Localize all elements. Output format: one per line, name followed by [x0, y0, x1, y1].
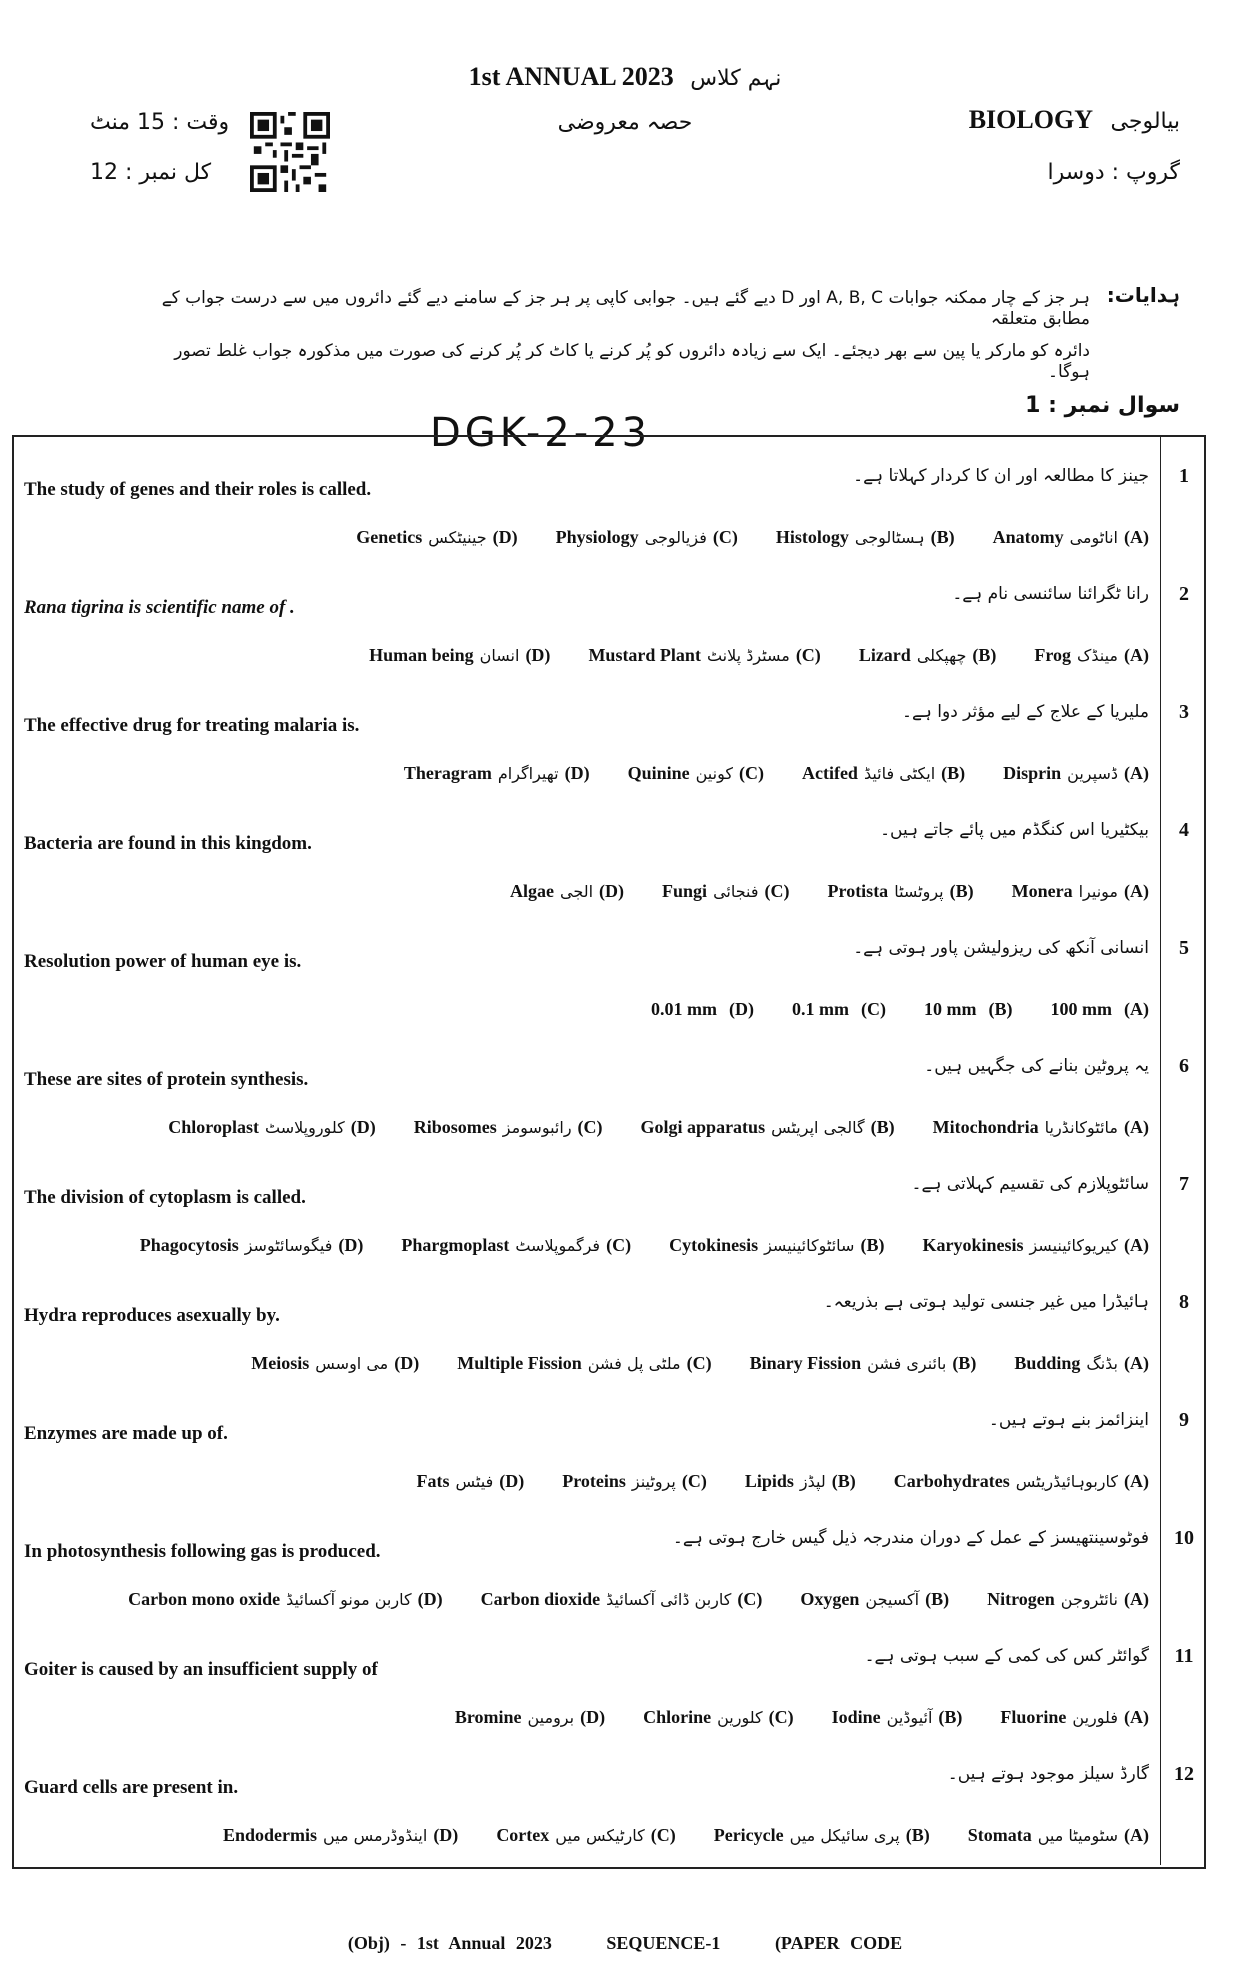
option-english: Binary Fission — [749, 1353, 862, 1373]
option-english: Phagocytosis — [139, 1235, 239, 1255]
question-number: 9 — [1179, 1409, 1189, 1431]
question-text-urdu: رانا ٹگرائنا سائنسی نام ہے۔ — [952, 584, 1149, 604]
question-text-urdu: ملیریا کے علاج کے لیے مؤثر دوا ہے۔ — [901, 702, 1149, 722]
option-key: (B) — [972, 645, 997, 665]
option-urdu: رائبوسومز — [502, 1118, 572, 1137]
option-english: Meiosis — [251, 1353, 310, 1373]
option-urdu: فزیالوجی — [644, 528, 707, 547]
option-english: Karyokinesis — [922, 1235, 1024, 1255]
option-key: (A) — [1124, 1707, 1149, 1727]
handwritten-code: DGK-2-23 — [430, 410, 652, 456]
option-key: (C) — [606, 1235, 632, 1255]
footer — [0, 1933, 1250, 1954]
option-key: (C) — [768, 1707, 794, 1727]
question-text-english: The division of cytoplasm is called. — [24, 1187, 306, 1208]
option-b — [828, 881, 974, 902]
option-c — [481, 1589, 763, 1610]
class-urdu: نہم کلاس — [690, 66, 782, 91]
option-english: Chlorine — [643, 1707, 712, 1727]
option-c — [457, 1353, 711, 1374]
options-row — [613, 999, 1149, 1020]
option-english: 100 mm — [1050, 999, 1112, 1019]
option-key: (B) — [949, 881, 974, 901]
option-english: Fungi — [662, 881, 708, 901]
option-key: (B) — [925, 1589, 950, 1609]
option-english: Protista — [827, 881, 889, 901]
option-urdu: فرگموپلاسٹ — [515, 1236, 601, 1255]
option-d — [251, 1353, 419, 1374]
option-key: (D) — [525, 645, 551, 665]
option-urdu: سائٹوکائینیسز — [764, 1236, 855, 1255]
option-c — [496, 1825, 675, 1846]
question-text-english: Goiter is caused by an insufficient supply of — [24, 1659, 378, 1680]
option-english: Pericycle — [713, 1825, 784, 1845]
question-number: 11 — [1174, 1645, 1194, 1667]
option-english: Phargmoplast — [401, 1235, 510, 1255]
option-urdu: پروٹینز — [631, 1472, 676, 1491]
option-c — [414, 1117, 603, 1138]
option-b — [669, 1235, 884, 1256]
option-a — [1034, 645, 1149, 666]
question-text-urdu: فوٹوسینتھیسز کے عمل کے دوران مندرجہ ذیل گیس خارج ہوتی ہے۔ — [672, 1528, 1149, 1548]
question-number-label: سوال نمبر : 1 — [1025, 393, 1180, 418]
option-key: (D) — [580, 1707, 606, 1727]
option-key: (B) — [938, 1707, 963, 1727]
option-english: Oxygen — [800, 1589, 860, 1609]
option-english: Nitrogen — [987, 1589, 1055, 1609]
footer-sequence: SEQUENCE-1 — [606, 1933, 721, 1953]
option-english: Lizard — [858, 645, 911, 665]
question-text-english: The effective drug for treating malaria is. — [24, 715, 360, 736]
option-key: (B) — [930, 527, 955, 547]
option-english: Budding — [1014, 1353, 1081, 1373]
option-english: Anatomy — [992, 527, 1064, 547]
option-key: (A) — [1124, 527, 1149, 547]
options-row — [417, 1707, 1149, 1728]
subject-urdu: بیالوجی — [1110, 109, 1180, 134]
option-a — [987, 1589, 1149, 1610]
option-a — [1012, 881, 1149, 902]
option-urdu: کلورین — [717, 1708, 763, 1727]
option-key: (B) — [952, 1353, 977, 1373]
option-english: Monera — [1011, 881, 1073, 901]
option-key: (A) — [1124, 645, 1149, 665]
option-urdu: ملٹی پل فشن — [587, 1354, 681, 1373]
option-d — [417, 1471, 525, 1492]
option-urdu: جینیٹکس — [428, 528, 487, 547]
question-number: 6 — [1179, 1055, 1189, 1077]
option-english: Frog — [1034, 645, 1072, 665]
option-key: (A) — [1124, 1235, 1149, 1255]
option-english: 0.1 mm — [792, 999, 849, 1019]
question-text-urdu: سائٹوپلازم کی تقسیم کہلاتی ہے۔ — [911, 1174, 1149, 1194]
question-text-english: Rana tigrina is scientific name of . — [24, 597, 295, 618]
option-urdu: کارٹیکس میں — [555, 1826, 645, 1845]
question-number: 8 — [1179, 1291, 1189, 1313]
question-number-column-divider — [1160, 435, 1161, 1865]
option-key: (B) — [988, 999, 1013, 1019]
option-urdu: کاربن ڈائی آکسائیڈ — [606, 1590, 732, 1609]
qr-code-icon — [250, 112, 330, 192]
option-key: (C) — [712, 527, 738, 547]
option-c — [628, 763, 764, 784]
option-key: (C) — [737, 1589, 763, 1609]
option-english: Carbon mono oxide — [128, 1589, 281, 1609]
option-key: (C) — [577, 1117, 603, 1137]
option-a — [894, 1471, 1149, 1492]
question-text-urdu: جینز کا مطالعہ اور ان کا کردار کہلاتا ہے۔ — [853, 466, 1149, 486]
question-text-urdu: بیکٹیریا اس کنگڈم میں پائے جاتے ہیں۔ — [880, 820, 1149, 840]
option-english: Algae — [510, 881, 555, 901]
option-urdu: بائنری فشن — [867, 1354, 947, 1373]
option-a — [1051, 999, 1150, 1020]
option-key: (D) — [492, 527, 518, 547]
option-a — [968, 1825, 1149, 1846]
option-key: (B) — [905, 1825, 930, 1845]
option-key: (D) — [564, 763, 590, 783]
option-key: (C) — [795, 645, 821, 665]
question-text-urdu: گوائٹر کس کی کمی کے سبب ہوتی ہے۔ — [864, 1646, 1149, 1666]
option-key: (D) — [350, 1117, 376, 1137]
option-key: (C) — [686, 1353, 712, 1373]
option-a — [922, 1235, 1149, 1256]
exam-title — [0, 62, 1250, 92]
question-text-urdu: انسانی آنکھ کی ریزولیشن پاور ہوتی ہے۔ — [853, 938, 1149, 958]
option-key: (C) — [764, 881, 790, 901]
options-row — [472, 881, 1149, 902]
option-key: (D) — [499, 1471, 525, 1491]
question-text-english: The study of genes and their roles is called. — [24, 479, 372, 500]
subject-heading — [969, 105, 1180, 135]
option-c — [401, 1235, 631, 1256]
option-key: (C) — [861, 999, 886, 1019]
option-urdu: فنجائی — [713, 882, 759, 901]
option-key: (A) — [1124, 1589, 1149, 1609]
option-b — [924, 999, 1013, 1020]
option-key: (B) — [860, 1235, 885, 1255]
option-key: (D) — [417, 1589, 443, 1609]
option-urdu: کاربن مونو آکسائیڈ — [286, 1590, 412, 1609]
option-english: Iodine — [831, 1707, 881, 1727]
option-d — [128, 1589, 442, 1610]
option-a — [933, 1117, 1149, 1138]
option-urdu: سٹومیٹا میں — [1037, 1826, 1118, 1845]
option-english: Lipids — [744, 1471, 794, 1491]
option-english: Carbon dioxide — [480, 1589, 601, 1609]
option-english: Endodermis — [222, 1825, 317, 1845]
option-urdu: مونیرا — [1078, 882, 1118, 901]
instructions-label: ہدایات: — [1106, 283, 1180, 307]
question-text-english: Hydra reproduces asexually by. — [24, 1305, 280, 1326]
instructions-line-1: ہر جز کے چار ممکنہ جوابات A, B, C اور D دیے گئے ہیں۔ جوابی کاپی پر ہر جز کے سامنے دیے گئے دائروں میں سے درست جواب کے مطابق متعلقہ — [161, 288, 1090, 329]
option-b — [832, 1707, 963, 1728]
section-urdu: حصہ معروضی — [557, 110, 693, 135]
option-urdu: ہسٹالوجی — [854, 528, 925, 547]
option-b — [641, 1117, 895, 1138]
option-d — [510, 881, 624, 902]
question-number: 4 — [1179, 819, 1189, 841]
option-d — [140, 1235, 364, 1256]
options-row — [130, 1117, 1149, 1138]
option-english: Fluorine — [1000, 1707, 1067, 1727]
options-row — [102, 1235, 1149, 1256]
option-key: (A) — [1124, 999, 1149, 1019]
option-urdu: ڈسپرین — [1067, 764, 1118, 783]
option-b — [800, 1589, 949, 1610]
question-text-english: Resolution power of human eye is. — [24, 951, 302, 972]
options-row — [366, 763, 1149, 784]
option-urdu: ایکٹی فائیڈ — [863, 764, 936, 783]
option-c — [556, 527, 738, 548]
option-english: Chloroplast — [168, 1117, 259, 1137]
option-english: Bromine — [454, 1707, 522, 1727]
option-urdu: فلورین — [1072, 1708, 1118, 1727]
options-row — [185, 1825, 1149, 1846]
option-urdu: اینڈوڈرمس میں — [322, 1826, 428, 1845]
footer-paper-code: (PAPER CODE — [774, 1933, 903, 1953]
option-urdu: بڈنگ — [1086, 1354, 1118, 1373]
option-english: Fats — [416, 1471, 450, 1491]
options-row — [90, 1589, 1149, 1610]
question-text-english: Bacteria are found in this kingdom. — [24, 833, 312, 854]
question-text-urdu: گارڈ سیلز موجود ہوتے ہیں۔ — [947, 1764, 1149, 1784]
option-urdu: انسان — [479, 646, 520, 665]
options-row — [379, 1471, 1149, 1492]
option-english: Genetics — [356, 527, 423, 547]
option-english: Cytokinesis — [669, 1235, 759, 1255]
option-key: (A) — [1124, 1471, 1149, 1491]
option-english: 10 mm — [924, 999, 977, 1019]
option-urdu: نائٹروجن — [1060, 1590, 1118, 1609]
option-key: (D) — [394, 1353, 420, 1373]
question-text-english: In photosynthesis following gas is produced. — [24, 1541, 381, 1562]
option-english: Golgi apparatus — [640, 1117, 766, 1137]
option-english: Carbohydrates — [893, 1471, 1010, 1491]
option-urdu: آکسیجن — [865, 1590, 920, 1609]
option-key: (A) — [1124, 763, 1149, 783]
option-english: Quinine — [627, 763, 690, 783]
question-text-english: Enzymes are made up of. — [24, 1423, 228, 1444]
option-d — [168, 1117, 375, 1138]
option-d — [223, 1825, 458, 1846]
footer-obj: (Obj) - 1st Annual 2023 — [347, 1933, 552, 1953]
option-english: Mustard Plant — [588, 645, 701, 665]
option-key: (C) — [681, 1471, 707, 1491]
option-urdu: تھیراگرام — [497, 764, 559, 783]
option-key: (A) — [1124, 1117, 1149, 1137]
option-c — [662, 881, 790, 902]
question-number: 7 — [1179, 1173, 1189, 1195]
option-urdu: لپڈز — [799, 1472, 826, 1491]
option-english: Physiology — [555, 527, 639, 547]
option-d — [404, 763, 590, 784]
group-label: گروپ : دوسرا — [1047, 160, 1180, 185]
question-text-urdu: یہ پروٹین بنانے کی جگہیں ہیں۔ — [924, 1056, 1149, 1076]
option-english: Disprin — [1003, 763, 1062, 783]
exam-annual: 1st ANNUAL 2023 — [468, 62, 674, 91]
option-d — [651, 999, 754, 1020]
option-c — [562, 1471, 707, 1492]
option-key: (B) — [870, 1117, 895, 1137]
option-d — [369, 645, 550, 666]
option-urdu: فیٹس — [455, 1472, 494, 1491]
option-d — [356, 527, 517, 548]
option-urdu: آئیوڈین — [886, 1708, 933, 1727]
option-urdu: فیگوسائٹوسز — [244, 1236, 333, 1255]
option-b — [802, 763, 965, 784]
option-english: Ribosomes — [413, 1117, 497, 1137]
option-urdu: کلوروپلاسٹ — [264, 1118, 345, 1137]
option-urdu: چھپکلی — [916, 646, 967, 665]
option-english: Histology — [775, 527, 849, 547]
option-urdu: برومین — [527, 1708, 575, 1727]
total-marks-label: کل نمبر : 12 — [90, 160, 212, 185]
question-text-urdu: ہائیڈرا میں غیر جنسی تولید ہوتی ہے بذریعہ۔ — [823, 1292, 1149, 1312]
option-english: Multiple Fission — [457, 1353, 582, 1373]
option-english: Mitochondria — [932, 1117, 1039, 1137]
question-number: 5 — [1179, 937, 1189, 959]
option-urdu: پری سائیکل میں — [789, 1826, 900, 1845]
option-key: (A) — [1124, 1825, 1149, 1845]
option-english: 0.01 mm — [651, 999, 717, 1019]
question-text-urdu: اینزائمز بنے ہوتے ہیں۔ — [988, 1410, 1149, 1430]
option-english: Cortex — [496, 1825, 550, 1845]
option-c — [643, 1707, 794, 1728]
option-key: (C) — [738, 763, 764, 783]
option-key: (D) — [433, 1825, 459, 1845]
option-key: (C) — [650, 1825, 676, 1845]
option-key: (D) — [599, 881, 625, 901]
time-label: وقت : 15 منٹ — [90, 110, 230, 135]
option-b — [714, 1825, 930, 1846]
question-text-english: These are sites of protein synthesis. — [24, 1069, 309, 1090]
option-key: (D) — [729, 999, 754, 1019]
option-a — [993, 527, 1149, 548]
question-number: 3 — [1179, 701, 1189, 723]
question-text-english: Guard cells are present in. — [24, 1777, 239, 1798]
option-b — [750, 1353, 977, 1374]
option-key: (B) — [941, 763, 966, 783]
option-english: Stomata — [967, 1825, 1032, 1845]
option-key: (B) — [831, 1471, 856, 1491]
option-urdu: مائٹوکانڈریا — [1044, 1118, 1118, 1137]
option-urdu: می اوسس — [315, 1354, 389, 1373]
options-row — [318, 527, 1149, 548]
option-english: Theragram — [403, 763, 492, 783]
option-english: Human being — [369, 645, 474, 665]
option-c — [588, 645, 820, 666]
option-a — [1014, 1353, 1149, 1374]
option-b — [776, 527, 955, 548]
option-urdu: کاربوہائیڈریٹس — [1015, 1472, 1118, 1491]
options-row — [213, 1353, 1149, 1374]
option-b — [859, 645, 997, 666]
question-number: 2 — [1179, 583, 1189, 605]
question-number: 12 — [1174, 1763, 1194, 1785]
option-key: (A) — [1124, 881, 1149, 901]
option-c — [792, 999, 886, 1020]
question-number: 10 — [1174, 1527, 1194, 1549]
option-urdu: کونین — [695, 764, 733, 783]
option-urdu: مینڈک — [1077, 646, 1118, 665]
question-number: 1 — [1179, 465, 1189, 487]
option-b — [745, 1471, 856, 1492]
option-urdu: گالجی اپریٹس — [771, 1118, 865, 1137]
subject-english: BIOLOGY — [968, 105, 1093, 134]
option-urdu: مسٹرڈ پلانٹ — [706, 646, 790, 665]
option-english: Actifed — [801, 763, 858, 783]
instructions-line-2: دائرہ کو مارکر یا پین سے بھر دیجئے۔ ایک سے زیادہ دائروں کو پُر کرنے یا کاٹ کر پُر کرنے کی صورت میں مذکورہ جواب غلط تصور ہوگا۔ — [174, 341, 1090, 382]
option-key: (D) — [338, 1235, 364, 1255]
option-urdu: پروٹسٹا — [894, 882, 944, 901]
option-urdu: اناٹومی — [1069, 528, 1118, 547]
option-a — [1000, 1707, 1149, 1728]
option-urdu: الجی — [560, 882, 594, 901]
option-urdu: کیریوکائینیسز — [1029, 1236, 1118, 1255]
option-a — [1003, 763, 1149, 784]
options-row — [331, 645, 1149, 666]
option-d — [455, 1707, 605, 1728]
option-key: (A) — [1124, 1353, 1149, 1373]
option-english: Proteins — [562, 1471, 626, 1491]
